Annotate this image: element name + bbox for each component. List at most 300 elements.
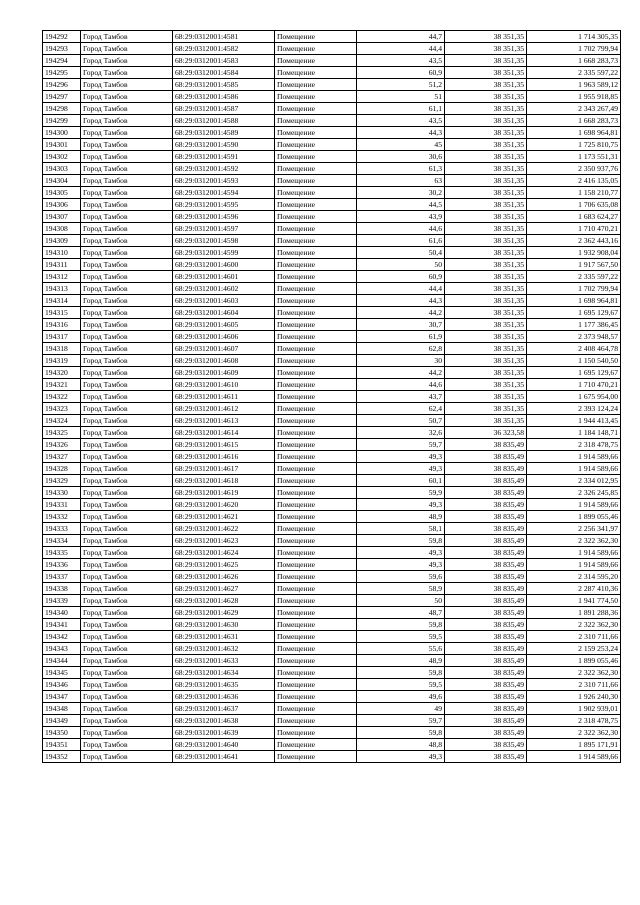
row-number-cell: 194351 (43, 739, 81, 751)
cadastral-value-cell: 2 322 362,30 (527, 619, 621, 631)
unit-value-cell: 38 351,35 (445, 187, 527, 199)
row-number-cell: 194301 (43, 139, 81, 151)
unit-value-cell: 38 351,35 (445, 235, 527, 247)
document-page (42, 30, 620, 763)
cadastral-number-cell: 68:29:0312001:4593 (173, 175, 275, 187)
area-cell: 59,8 (357, 667, 445, 679)
object-type-cell: Помещение (275, 367, 357, 379)
row-number-cell: 194345 (43, 667, 81, 679)
settlement-cell: Город Тамбов (81, 271, 173, 283)
unit-value-cell: 38 351,35 (445, 163, 527, 175)
settlement-cell: Город Тамбов (81, 487, 173, 499)
cadastral-value-cell: 2 322 362,30 (527, 727, 621, 739)
cadastral-value-cell: 1 899 055,46 (527, 655, 621, 667)
area-cell: 62,4 (357, 403, 445, 415)
object-type-cell: Помещение (275, 739, 357, 751)
cadastral-number-cell: 68:29:0312001:4611 (173, 391, 275, 403)
settlement-cell: Город Тамбов (81, 79, 173, 91)
row-number-cell: 194352 (43, 751, 81, 763)
settlement-cell: Город Тамбов (81, 643, 173, 655)
area-cell: 44,3 (357, 127, 445, 139)
area-cell: 49,6 (357, 691, 445, 703)
cadastral-value-cell: 1 899 055,46 (527, 511, 621, 523)
settlement-cell: Город Тамбов (81, 367, 173, 379)
settlement-cell: Город Тамбов (81, 403, 173, 415)
cadastral-number-cell: 68:29:0312001:4607 (173, 343, 275, 355)
object-type-cell: Помещение (275, 583, 357, 595)
object-type-cell: Помещение (275, 703, 357, 715)
cadastral-value-cell: 2 318 478,75 (527, 439, 621, 451)
object-type-cell: Помещение (275, 667, 357, 679)
area-cell: 59,9 (357, 487, 445, 499)
table-row (43, 643, 621, 655)
area-cell: 43,7 (357, 391, 445, 403)
cadastral-number-cell: 68:29:0312001:4629 (173, 607, 275, 619)
settlement-cell: Город Тамбов (81, 691, 173, 703)
area-cell: 48,7 (357, 607, 445, 619)
row-number-cell: 194326 (43, 439, 81, 451)
area-cell: 48,8 (357, 739, 445, 751)
object-type-cell: Помещение (275, 403, 357, 415)
row-number-cell: 194331 (43, 499, 81, 511)
table-row (43, 619, 621, 631)
table-row (43, 655, 621, 667)
cadastral-number-cell: 68:29:0312001:4595 (173, 199, 275, 211)
cadastral-value-cell: 1 926 240,30 (527, 691, 621, 703)
cadastral-value-cell: 1 902 939,01 (527, 703, 621, 715)
cadastral-number-cell: 68:29:0312001:4623 (173, 535, 275, 547)
object-type-cell: Помещение (275, 499, 357, 511)
cadastral-value-cell: 1 702 799,94 (527, 43, 621, 55)
table-row (43, 499, 621, 511)
object-type-cell: Помещение (275, 619, 357, 631)
settlement-cell: Город Тамбов (81, 463, 173, 475)
row-number-cell: 194302 (43, 151, 81, 163)
row-number-cell: 194311 (43, 259, 81, 271)
area-cell: 44,3 (357, 295, 445, 307)
table-row (43, 439, 621, 451)
unit-value-cell: 38 351,35 (445, 151, 527, 163)
table-row (43, 559, 621, 571)
table-row (43, 295, 621, 307)
object-type-cell: Помещение (275, 127, 357, 139)
cadastral-number-cell: 68:29:0312001:4638 (173, 715, 275, 727)
settlement-cell: Город Тамбов (81, 283, 173, 295)
object-type-cell: Помещение (275, 103, 357, 115)
table-row (43, 739, 621, 751)
area-cell: 60,9 (357, 271, 445, 283)
row-number-cell: 194328 (43, 463, 81, 475)
object-type-cell: Помещение (275, 379, 357, 391)
table-row (43, 523, 621, 535)
object-type-cell: Помещение (275, 727, 357, 739)
cadastral-number-cell: 68:29:0312001:4635 (173, 679, 275, 691)
unit-value-cell: 36 323,58 (445, 427, 527, 439)
area-cell: 49,3 (357, 499, 445, 511)
unit-value-cell: 38 835,49 (445, 619, 527, 631)
area-cell: 30,7 (357, 319, 445, 331)
settlement-cell: Город Тамбов (81, 139, 173, 151)
unit-value-cell: 38 835,49 (445, 535, 527, 547)
cadastral-value-cell: 1 698 964,81 (527, 295, 621, 307)
settlement-cell: Город Тамбов (81, 427, 173, 439)
area-cell: 45 (357, 139, 445, 151)
object-type-cell: Помещение (275, 139, 357, 151)
cadastral-number-cell: 68:29:0312001:4634 (173, 667, 275, 679)
settlement-cell: Город Тамбов (81, 199, 173, 211)
area-cell: 50,4 (357, 247, 445, 259)
table-row (43, 631, 621, 643)
cadastral-value-cell: 1 695 129,67 (527, 307, 621, 319)
row-number-cell: 194292 (43, 31, 81, 43)
cadastral-value-cell: 1 932 908,04 (527, 247, 621, 259)
cadastral-number-cell: 68:29:0312001:4617 (173, 463, 275, 475)
settlement-cell: Город Тамбов (81, 151, 173, 163)
settlement-cell: Город Тамбов (81, 115, 173, 127)
row-number-cell: 194324 (43, 415, 81, 427)
row-number-cell: 194344 (43, 655, 81, 667)
area-cell: 59,6 (357, 571, 445, 583)
unit-value-cell: 38 835,49 (445, 655, 527, 667)
object-type-cell: Помещение (275, 475, 357, 487)
cadastral-value-cell: 1 914 589,66 (527, 547, 621, 559)
table-row (43, 139, 621, 151)
cadastral-value-cell: 1 150 540,50 (527, 355, 621, 367)
object-type-cell: Помещение (275, 439, 357, 451)
cadastral-number-cell: 68:29:0312001:4636 (173, 691, 275, 703)
unit-value-cell: 38 835,49 (445, 511, 527, 523)
settlement-cell: Город Тамбов (81, 703, 173, 715)
row-number-cell: 194318 (43, 343, 81, 355)
object-type-cell: Помещение (275, 415, 357, 427)
unit-value-cell: 38 835,49 (445, 715, 527, 727)
area-cell: 44,5 (357, 199, 445, 211)
cadastral-value-cell: 1 914 589,66 (527, 559, 621, 571)
cadastral-number-cell: 68:29:0312001:4626 (173, 571, 275, 583)
cadastral-value-cell: 1 914 589,66 (527, 451, 621, 463)
settlement-cell: Город Тамбов (81, 631, 173, 643)
settlement-cell: Город Тамбов (81, 751, 173, 763)
unit-value-cell: 38 835,49 (445, 691, 527, 703)
table-row (43, 727, 621, 739)
cadastral-number-cell: 68:29:0312001:4620 (173, 499, 275, 511)
cadastral-value-cell: 1 914 589,66 (527, 751, 621, 763)
settlement-cell: Город Тамбов (81, 67, 173, 79)
area-cell: 59,5 (357, 631, 445, 643)
object-type-cell: Помещение (275, 607, 357, 619)
table-row (43, 31, 621, 43)
object-type-cell: Помещение (275, 31, 357, 43)
cadastral-value-cell: 1 714 305,35 (527, 31, 621, 43)
area-cell: 59,8 (357, 535, 445, 547)
area-cell: 59,8 (357, 727, 445, 739)
unit-value-cell: 38 835,49 (445, 703, 527, 715)
cadastral-value-cell: 1 698 964,81 (527, 127, 621, 139)
row-number-cell: 194294 (43, 55, 81, 67)
table-row (43, 283, 621, 295)
settlement-cell: Город Тамбов (81, 655, 173, 667)
area-cell: 30,6 (357, 151, 445, 163)
object-type-cell: Помещение (275, 247, 357, 259)
table-row (43, 127, 621, 139)
table-row (43, 199, 621, 211)
unit-value-cell: 38 835,49 (445, 667, 527, 679)
unit-value-cell: 38 351,35 (445, 223, 527, 235)
settlement-cell: Город Тамбов (81, 535, 173, 547)
row-number-cell: 194341 (43, 619, 81, 631)
table-row (43, 595, 621, 607)
settlement-cell: Город Тамбов (81, 571, 173, 583)
settlement-cell: Город Тамбов (81, 679, 173, 691)
table-row (43, 223, 621, 235)
cadastral-number-cell: 68:29:0312001:4632 (173, 643, 275, 655)
table-row (43, 235, 621, 247)
object-type-cell: Помещение (275, 571, 357, 583)
cadastral-number-cell: 68:29:0312001:4609 (173, 367, 275, 379)
unit-value-cell: 38 351,35 (445, 343, 527, 355)
unit-value-cell: 38 835,49 (445, 679, 527, 691)
settlement-cell: Город Тамбов (81, 415, 173, 427)
table-row (43, 331, 621, 343)
cadastral-number-cell: 68:29:0312001:4584 (173, 67, 275, 79)
object-type-cell: Помещение (275, 343, 357, 355)
settlement-cell: Город Тамбов (81, 451, 173, 463)
row-number-cell: 194339 (43, 595, 81, 607)
cadastral-number-cell: 68:29:0312001:4591 (173, 151, 275, 163)
cadastral-number-cell: 68:29:0312001:4628 (173, 595, 275, 607)
cadastral-number-cell: 68:29:0312001:4614 (173, 427, 275, 439)
row-number-cell: 194312 (43, 271, 81, 283)
table-row (43, 547, 621, 559)
row-number-cell: 194319 (43, 355, 81, 367)
row-number-cell: 194307 (43, 211, 81, 223)
settlement-cell: Город Тамбов (81, 667, 173, 679)
unit-value-cell: 38 835,49 (445, 475, 527, 487)
cadastral-value-cell: 2 314 595,20 (527, 571, 621, 583)
row-number-cell: 194350 (43, 727, 81, 739)
cadastral-number-cell: 68:29:0312001:4633 (173, 655, 275, 667)
area-cell: 63 (357, 175, 445, 187)
cadastral-value-cell: 1 725 810,75 (527, 139, 621, 151)
unit-value-cell: 38 351,35 (445, 115, 527, 127)
cadastral-number-cell: 68:29:0312001:4613 (173, 415, 275, 427)
row-number-cell: 194346 (43, 679, 81, 691)
area-cell: 48,9 (357, 511, 445, 523)
row-number-cell: 194296 (43, 79, 81, 91)
table-row (43, 511, 621, 523)
area-cell: 44,7 (357, 31, 445, 43)
table-row (43, 463, 621, 475)
object-type-cell: Помещение (275, 199, 357, 211)
row-number-cell: 194314 (43, 295, 81, 307)
cadastral-value-cell: 2 256 341,97 (527, 523, 621, 535)
row-number-cell: 194335 (43, 547, 81, 559)
unit-value-cell: 38 835,49 (445, 751, 527, 763)
cadastral-number-cell: 68:29:0312001:4592 (173, 163, 275, 175)
object-type-cell: Помещение (275, 511, 357, 523)
cadastral-value-cell: 2 326 245,85 (527, 487, 621, 499)
area-cell: 30 (357, 355, 445, 367)
cadastral-value-cell: 1 710 470,21 (527, 223, 621, 235)
area-cell: 49,3 (357, 547, 445, 559)
area-cell: 58,9 (357, 583, 445, 595)
settlement-cell: Город Тамбов (81, 103, 173, 115)
object-type-cell: Помещение (275, 451, 357, 463)
cadastral-value-cell: 1 668 283,73 (527, 115, 621, 127)
row-number-cell: 194322 (43, 391, 81, 403)
cadastral-number-cell: 68:29:0312001:4603 (173, 295, 275, 307)
table-row (43, 691, 621, 703)
object-type-cell: Помещение (275, 679, 357, 691)
area-cell: 43,9 (357, 211, 445, 223)
settlement-cell: Город Тамбов (81, 619, 173, 631)
unit-value-cell: 38 351,35 (445, 43, 527, 55)
settlement-cell: Город Тамбов (81, 187, 173, 199)
cadastral-value-cell: 2 322 362,30 (527, 667, 621, 679)
cadastral-value-cell: 2 350 937,76 (527, 163, 621, 175)
object-type-cell: Помещение (275, 271, 357, 283)
area-cell: 50,7 (357, 415, 445, 427)
row-number-cell: 194306 (43, 199, 81, 211)
cadastral-value-cell: 2 287 410,36 (527, 583, 621, 595)
cadastral-value-cell: 1 695 129,67 (527, 367, 621, 379)
row-number-cell: 194317 (43, 331, 81, 343)
object-type-cell: Помещение (275, 751, 357, 763)
unit-value-cell: 38 351,35 (445, 199, 527, 211)
object-type-cell: Помещение (275, 67, 357, 79)
table-row (43, 247, 621, 259)
object-type-cell: Помещение (275, 535, 357, 547)
unit-value-cell: 38 835,49 (445, 631, 527, 643)
cadastral-number-cell: 68:29:0312001:4589 (173, 127, 275, 139)
unit-value-cell: 38 351,35 (445, 379, 527, 391)
unit-value-cell: 38 835,49 (445, 727, 527, 739)
cadastral-number-cell: 68:29:0312001:4637 (173, 703, 275, 715)
settlement-cell: Город Тамбов (81, 727, 173, 739)
table-row (43, 43, 621, 55)
object-type-cell: Помещение (275, 655, 357, 667)
object-type-cell: Помещение (275, 331, 357, 343)
settlement-cell: Город Тамбов (81, 607, 173, 619)
area-cell: 49 (357, 703, 445, 715)
area-cell: 62,8 (357, 343, 445, 355)
area-cell: 58,1 (357, 523, 445, 535)
object-type-cell: Помещение (275, 547, 357, 559)
cadastral-number-cell: 68:29:0312001:4590 (173, 139, 275, 151)
row-number-cell: 194325 (43, 427, 81, 439)
table-row (43, 343, 621, 355)
table-row (43, 607, 621, 619)
object-type-cell: Помещение (275, 259, 357, 271)
row-number-cell: 194309 (43, 235, 81, 247)
cadastral-value-cell: 2 335 597,22 (527, 67, 621, 79)
cadastral-value-cell: 2 373 948,57 (527, 331, 621, 343)
object-type-cell: Помещение (275, 643, 357, 655)
object-type-cell: Помещение (275, 283, 357, 295)
settlement-cell: Город Тамбов (81, 31, 173, 43)
unit-value-cell: 38 835,49 (445, 583, 527, 595)
area-cell: 51,2 (357, 79, 445, 91)
unit-value-cell: 38 835,49 (445, 463, 527, 475)
unit-value-cell: 38 835,49 (445, 439, 527, 451)
unit-value-cell: 38 835,49 (445, 595, 527, 607)
unit-value-cell: 38 351,35 (445, 367, 527, 379)
cadastral-value-cell: 2 310 711,66 (527, 631, 621, 643)
settlement-cell: Город Тамбов (81, 259, 173, 271)
object-type-cell: Помещение (275, 163, 357, 175)
table-row (43, 571, 621, 583)
cadastral-value-cell: 1 177 386,45 (527, 319, 621, 331)
settlement-cell: Город Тамбов (81, 307, 173, 319)
cadastral-number-cell: 68:29:0312001:4583 (173, 55, 275, 67)
unit-value-cell: 38 351,35 (445, 247, 527, 259)
unit-value-cell: 38 351,35 (445, 127, 527, 139)
row-number-cell: 194334 (43, 535, 81, 547)
unit-value-cell: 38 351,35 (445, 139, 527, 151)
settlement-cell: Город Тамбов (81, 439, 173, 451)
table-row (43, 415, 621, 427)
row-number-cell: 194298 (43, 103, 81, 115)
unit-value-cell: 38 351,35 (445, 307, 527, 319)
area-cell: 55,6 (357, 643, 445, 655)
unit-value-cell: 38 835,49 (445, 559, 527, 571)
object-type-cell: Помещение (275, 523, 357, 535)
cadastral-number-cell: 68:29:0312001:4621 (173, 511, 275, 523)
cadastral-number-cell: 68:29:0312001:4631 (173, 631, 275, 643)
row-number-cell: 194332 (43, 511, 81, 523)
table-row (43, 103, 621, 115)
table-row (43, 91, 621, 103)
area-cell: 50 (357, 259, 445, 271)
cadastral-value-cell: 1 955 918,85 (527, 91, 621, 103)
cadastral-number-cell: 68:29:0312001:4588 (173, 115, 275, 127)
table-row (43, 55, 621, 67)
cadastral-value-cell: 1 675 954,00 (527, 391, 621, 403)
row-number-cell: 194293 (43, 43, 81, 55)
cadastral-value-cell: 1 184 148,71 (527, 427, 621, 439)
area-cell: 60,1 (357, 475, 445, 487)
row-number-cell: 194304 (43, 175, 81, 187)
cadastral-number-cell: 68:29:0312001:4610 (173, 379, 275, 391)
settlement-cell: Город Тамбов (81, 91, 173, 103)
row-number-cell: 194348 (43, 703, 81, 715)
row-number-cell: 194343 (43, 643, 81, 655)
row-number-cell: 194330 (43, 487, 81, 499)
area-cell: 49,3 (357, 463, 445, 475)
settlement-cell: Город Тамбов (81, 235, 173, 247)
unit-value-cell: 38 835,49 (445, 571, 527, 583)
cadastral-number-cell: 68:29:0312001:4616 (173, 451, 275, 463)
cadastral-value-table (42, 30, 621, 763)
unit-value-cell: 38 351,35 (445, 67, 527, 79)
cadastral-value-cell: 2 334 012,95 (527, 475, 621, 487)
area-cell: 44,2 (357, 307, 445, 319)
unit-value-cell: 38 835,49 (445, 523, 527, 535)
cadastral-value-cell: 1 710 470,21 (527, 379, 621, 391)
settlement-cell: Город Тамбов (81, 127, 173, 139)
row-number-cell: 194336 (43, 559, 81, 571)
object-type-cell: Помещение (275, 487, 357, 499)
row-number-cell: 194299 (43, 115, 81, 127)
object-type-cell: Помещение (275, 151, 357, 163)
area-cell: 44,4 (357, 283, 445, 295)
object-type-cell: Помещение (275, 295, 357, 307)
table-row (43, 151, 621, 163)
cadastral-value-cell: 2 416 135,05 (527, 175, 621, 187)
unit-value-cell: 38 351,35 (445, 271, 527, 283)
cadastral-number-cell: 68:29:0312001:4602 (173, 283, 275, 295)
object-type-cell: Помещение (275, 175, 357, 187)
